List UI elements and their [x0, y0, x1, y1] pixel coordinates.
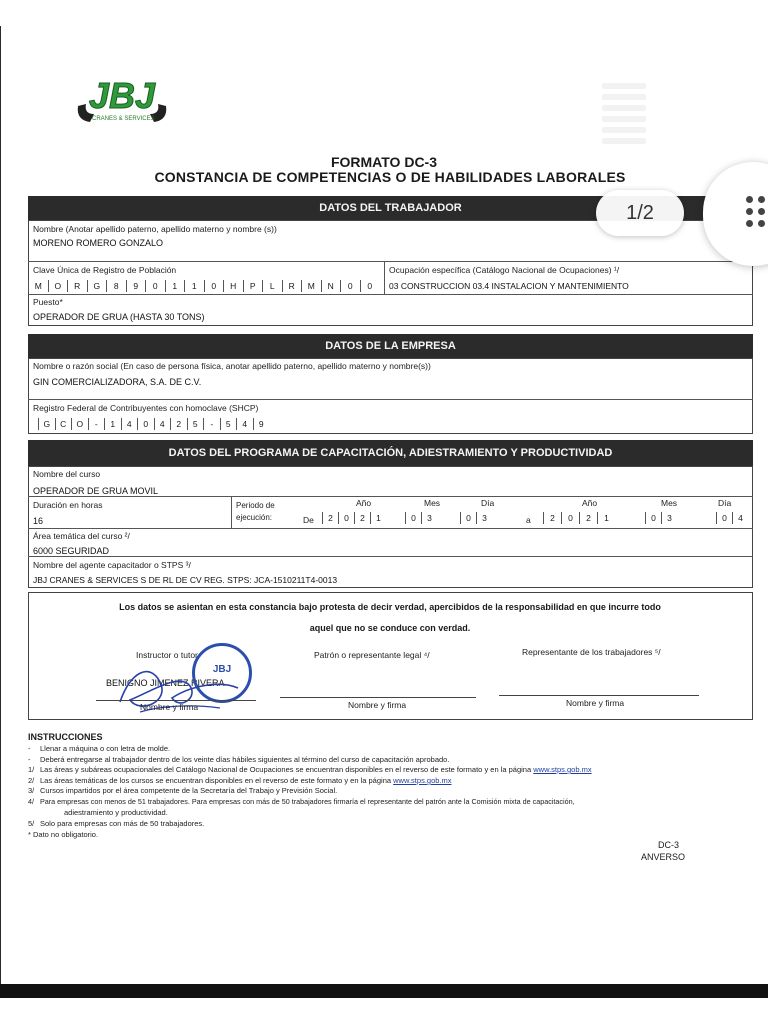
page-indicator[interactable]: 1/2 — [596, 190, 684, 236]
instructor-label: Instructor o tutor — [136, 650, 198, 660]
form-side: ANVERSO — [641, 852, 686, 862]
bottom-bar — [0, 984, 768, 998]
char-cell: 2 — [354, 512, 370, 524]
instruction-item: 2/ Las áreas temáticas de los cursos se encuentran disponibles en el reverso de este formato y en la página www.stps.gob.mx — [28, 776, 452, 785]
char-cell: 1 — [597, 512, 615, 524]
char-cell: P — [243, 280, 263, 292]
char-cell: 0 — [716, 512, 732, 524]
end-year-label: Año — [582, 498, 598, 508]
form-code: DC-3 — [658, 840, 680, 850]
char-cell: 0 — [360, 280, 380, 292]
logo-subtext: CRANES & SERVICES — [92, 116, 155, 122]
char-cell: 8 — [106, 280, 126, 292]
start-day-cells — [460, 512, 492, 524]
char-cell: - — [88, 418, 105, 430]
period-to-label: a — [526, 515, 531, 525]
declaration-line-1: Los datos se asientan en esta constancia bajo protesta de decir verdad, apercibidos de la responsabilidad en que incurre todo — [119, 602, 661, 612]
occupation-value: 03 CONSTRUCCION 03.4 INSTALACION Y MANTENIMIENTO — [389, 281, 629, 291]
company-section-header: DATOS DE LA EMPRESA — [28, 334, 753, 358]
employer-label: Patrón o representante legal ⁴/ — [314, 650, 430, 660]
worker-name-value: MORENO ROMERO GONZALO — [33, 238, 164, 248]
instruction-item: 5/ Solo para empresas con más de 50 trabajadores. — [28, 819, 205, 828]
instruction-item: adiestramiento y productividad. — [64, 808, 168, 817]
course-value: OPERADOR DE GRUA MOVIL — [33, 486, 159, 496]
agent-label: Nombre del agente capacitador o STPS ³/ — [33, 560, 191, 570]
instruction-item: - Deberá entregarse al trabajador dentro de los veinte días hábiles siguientes al término del curso de capacitación aprobado. — [28, 755, 450, 764]
form-code-title: FORMATO DC-3 — [330, 154, 438, 170]
char-cell: - — [203, 418, 220, 430]
instruction-item: 4/ Para empresas con menos de 51 trabajadores. Para empresas con más de 50 trabajadores firmaría el representante del patrón ante la Comisión mixta de capacitación, — [28, 797, 575, 806]
char-cell: M — [28, 280, 48, 292]
jbj-logo — [72, 70, 172, 136]
char-cell: L — [262, 280, 282, 292]
char-cell: 0 — [338, 512, 354, 524]
faded-watermark — [596, 78, 652, 148]
curp-cells — [28, 280, 379, 292]
char-cell: 3 — [421, 512, 437, 524]
worker-name-label: Nombre (Anotar apellido paterno, apellido materno y nombre (s)) — [33, 224, 277, 234]
instructions-title: INSTRUCCIONES — [28, 732, 103, 742]
char-cell: 0 — [460, 512, 476, 524]
char-cell: H — [223, 280, 243, 292]
start-month-cells — [405, 512, 437, 524]
char-cell: 1 — [165, 280, 185, 292]
char-cell: 0 — [137, 418, 154, 430]
char-cell: 0 — [561, 512, 579, 524]
position-label: Puesto* — [33, 297, 63, 307]
char-cell: 5 — [220, 418, 237, 430]
char-cell: O — [48, 280, 68, 292]
hours-label: Duración en horas — [33, 500, 103, 510]
char-cell: 0 — [405, 512, 421, 524]
curp-label: Clave Única de Registro de Población — [33, 265, 177, 275]
training-section-header: DATOS DEL PROGRAMA DE CAPACITACIÓN, ADIESTRAMIENTO Y PRODUCTIVIDAD — [28, 440, 753, 466]
char-cell: O — [71, 418, 88, 430]
char-cell: N — [321, 280, 341, 292]
stps-link[interactable]: www.stps.gob.mx — [533, 765, 592, 774]
end-day-cells — [716, 512, 748, 524]
start-year-label: Año — [356, 498, 372, 508]
char-cell: C — [55, 418, 72, 430]
end-year-cells — [543, 512, 615, 524]
worker-section-header: DATOS DEL TRABAJADOR — [28, 196, 753, 220]
char-cell: G — [38, 418, 55, 430]
area-label: Área temática del curso ²/ — [33, 531, 130, 541]
char-cell: 9 — [126, 280, 146, 292]
char-cell: 4 — [154, 418, 171, 430]
start-day-label: Día — [481, 498, 495, 508]
occupation-label: Ocupación específica (Catálogo Nacional de Ocupaciones) ¹/ — [389, 265, 620, 275]
char-cell: 4 — [236, 418, 253, 430]
workers-rep-label: Representante de los trabajadores ⁵/ — [522, 647, 661, 657]
char-cell: 1 — [184, 280, 204, 292]
char-cell: 2 — [543, 512, 561, 524]
svg-text:JBJ: JBJ — [88, 75, 156, 116]
char-cell: 3 — [661, 512, 677, 524]
instructor-name: BENIGNO JIMENEZ RIVERA — [106, 678, 225, 688]
char-cell: R — [67, 280, 87, 292]
agent-value: JBJ CRANES & SERVICES S DE RL DE CV REG. STPS: JCA-1510211T4-0013 — [33, 575, 338, 585]
char-cell: 2 — [579, 512, 597, 524]
employer-sign-caption: Nombre y firma — [348, 700, 407, 710]
rfc-label: Registro Federal de Contribuyentes con homoclave (SHCP) — [33, 403, 259, 413]
char-cell: 4 — [121, 418, 138, 430]
end-month-label: Mes — [661, 498, 678, 508]
char-cell: 4 — [732, 512, 748, 524]
end-day-label: Día — [718, 498, 732, 508]
hours-value: 16 — [33, 516, 44, 526]
char-cell: G — [87, 280, 107, 292]
instruction-item: * Dato no obligatorio. — [28, 830, 99, 839]
char-cell: 2 — [170, 418, 187, 430]
char-cell: R — [282, 280, 302, 292]
form-title: CONSTANCIA DE COMPETENCIAS O DE HABILIDADES LABORALES — [154, 169, 626, 185]
char-cell: M — [301, 280, 321, 292]
start-month-label: Mes — [424, 498, 441, 508]
instructor-signature — [110, 652, 250, 724]
char-cell: 1 — [104, 418, 121, 430]
char-cell: 0 — [145, 280, 165, 292]
period-label: Periodo de — [236, 501, 275, 510]
stps-link[interactable]: www.stps.gob.mx — [393, 776, 452, 785]
declaration-line-2: aquel que no se conduce con verdad. — [309, 623, 471, 633]
start-year-cells — [322, 512, 386, 524]
position-value: OPERADOR DE GRUA (HASTA 30 TONS) — [33, 312, 205, 322]
char-cell: 2 — [322, 512, 338, 524]
course-label: Nombre del curso — [33, 469, 101, 479]
bottom-area — [0, 998, 768, 1024]
char-cell: 0 — [204, 280, 224, 292]
period-label-2: ejecución: — [236, 513, 273, 522]
end-month-cells — [645, 512, 677, 524]
rfc-cells — [38, 418, 269, 430]
stamp-text: JBJ — [212, 664, 232, 675]
char-cell: 9 — [253, 418, 270, 430]
company-name-label: Nombre o razón social (En caso de persona física, anotar apellido paterno, apellido materno y nombre(s)) — [33, 361, 431, 371]
company-name-value: GIN COMERCIALIZADORA, S.A. DE C.V. — [33, 377, 202, 387]
period-from-label: De — [303, 515, 314, 525]
area-value: 6000 SEGURIDAD — [33, 546, 110, 556]
char-cell: 3 — [476, 512, 492, 524]
instruction-item: - Llenar a máquina o con letra de molde. — [28, 744, 171, 753]
workers-sign-caption: Nombre y firma — [566, 698, 625, 708]
char-cell: 5 — [187, 418, 204, 430]
instruction-item: 1/ Las áreas y subáreas ocupacionales del Catálogo Nacional de Ocupaciones se encuentran disponibles en el reverso de este formato y en la página www.stps.gob.mx — [28, 765, 592, 774]
char-cell: 1 — [370, 512, 386, 524]
char-cell: 0 — [645, 512, 661, 524]
instructor-sign-caption: Nombre y firma — [140, 702, 199, 712]
char-cell: 0 — [340, 280, 360, 292]
instruction-item: 3/ Cursos impartidos por el área competente de la Secretaría del Trabajo y Previsión Social. — [28, 786, 338, 795]
